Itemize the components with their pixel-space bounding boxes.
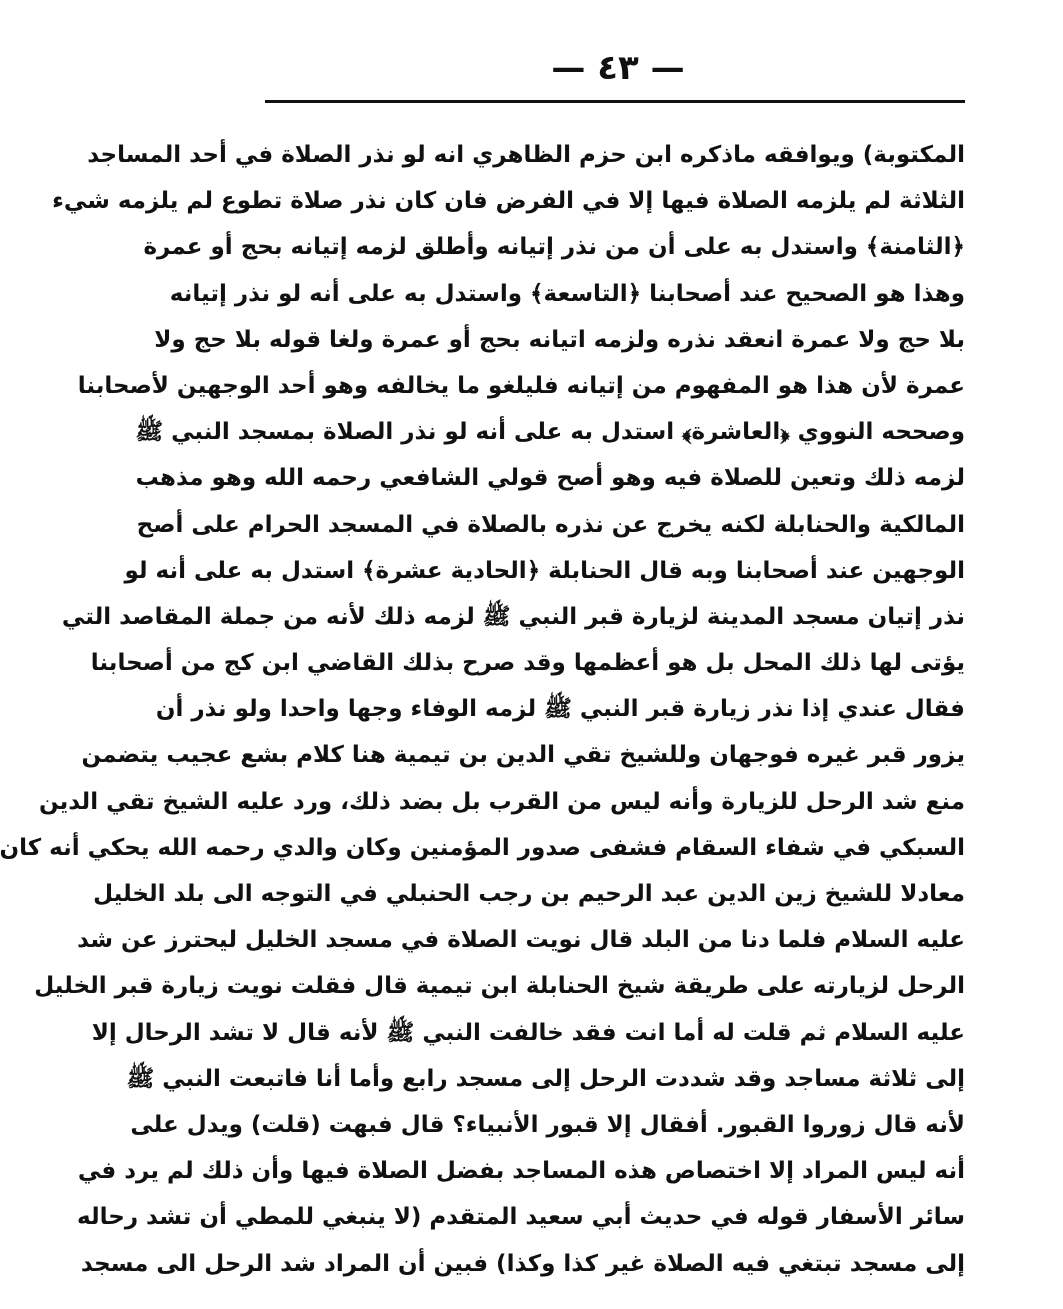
text-line: وصححه النووي ﴿العاشرة﴾ استدل به على أنه لو نذر الصلاة بمسجد النبي ﷺ (135, 419, 965, 446)
text-line: الثلاثة لم يلزمه الصلاة فيها إلا في الفرض فان كان نذر صلاة تطوع لم يلزمه شيء (52, 188, 965, 215)
text-line: سائر الأسفار قوله في حديث أبي سعيد المتقدم (لا ينبغي للمطي أن تشد رحاله (77, 1204, 965, 1231)
text-line: وهذا هو الصحيح عند أصحابنا ﴿التاسعة﴾ واستدل به على أنه لو نذر إتيانه (169, 280, 965, 307)
header-rule (265, 100, 965, 103)
text-line: عمرة لأن هذا هو المفهوم من إتيانه فليلغو ما يخالفه وهو أحد الوجهين لأصحابنا (77, 372, 965, 399)
text-line: أنه ليس المراد إلا اختصاص هذه المساجد بفضل الصلاة فيها وأن ذلك لم يرد في (77, 1158, 965, 1185)
text-line: لأنه قال زوروا القبور. أفقال إلا قبور الأنبياء؟ قال فبهت (قلت) ويدل على (130, 1111, 965, 1138)
text-line: عليه السلام فلما دنا من البلد قال نويت الصلاة في مسجد الخليل ليحترز عن شد (77, 927, 965, 954)
text-line: الوجهين عند أصحابنا وبه قال الحنابلة ﴿الحادية عشرة﴾ استدل به على أنه لو (124, 557, 965, 584)
text-line: بلا حج ولا عمرة انعقد نذره ولزمه اتيانه بحج أو عمرة ولغا قوله بلا حج ولا (154, 326, 965, 353)
text-line: لزمه ذلك وتعين للصلاة فيه وهو أصح قولي الشافعي رحمه الله وهو مذهب (135, 465, 965, 492)
text-line: المالكية والحنابلة لكنه يخرج عن نذره بالصلاة في المسجد الحرام على أصح (136, 511, 965, 538)
text-line: عليه السلام ثم قلت له أما انت فقد خالفت النبي ﷺ لأنه قال لا تشد الرحال إلا (91, 1019, 965, 1046)
text-line: نذر إتيان مسجد المدينة لزيارة قبر النبي ﷺ لزمه ذلك لأنه من جملة المقاصد التي (61, 603, 965, 630)
text-line: معادلا للشيخ زين الدين عبد الرحيم بن رجب الحنبلي في التوجه الى بلد الخليل (93, 881, 965, 907)
text-line: منع شد الرحل للزيارة وأنه ليس من القرب بل بضد ذلك، ورد عليه الشيخ تقي الدين (38, 788, 965, 815)
text-line: المكتوبة) ويوافقه ماذكره ابن حزم الظاهري انه لو نذر الصلاة في أحد المساجد (87, 142, 965, 168)
page-number: — ٤٣ — (551, 48, 685, 88)
text-line: السبكي في شفاء السقام فشفى صدور المؤمنين وكان والدي رحمه الله يحكي أنه كان (0, 834, 965, 861)
text-line: ﴿الثامنة﴾ واستدل به على أن من نذر إتيانه وأطلق لزمه إتيانه بحج أو عمرة (143, 234, 965, 261)
body-text (0, 132, 965, 1287)
text-line: الرحل لزيارته على طريقة شيخ الحنابلة ابن تيمية قال فقلت نويت زيارة قبر الخليل (34, 973, 965, 1000)
text-line: إلى مسجد تبتغي فيه الصلاة غير كذا وكذا) فبين أن المراد شد الرحل الى مسجد (80, 1250, 965, 1277)
text-line: فقال عندي إذا نذر زيارة قبر النبي ﷺ لزمه الوفاء وجها واحدا ولو نذر أن (155, 696, 965, 723)
text-line: إلى ثلاثة مساجد وقد شددت الرحل إلى مسجد رابع وأما أنا فاتبعت النبي ﷺ (126, 1065, 965, 1092)
text-line: يؤتى لها ذلك المحل بل هو أعظمها وقد صرح بذلك القاضي ابن كج من أصحابنا (90, 650, 965, 677)
text-line: يزور قبر غيره فوجهان وللشيخ تقي الدين بن تيمية هنا كلام بشع عجيب يتضمن (81, 742, 965, 769)
